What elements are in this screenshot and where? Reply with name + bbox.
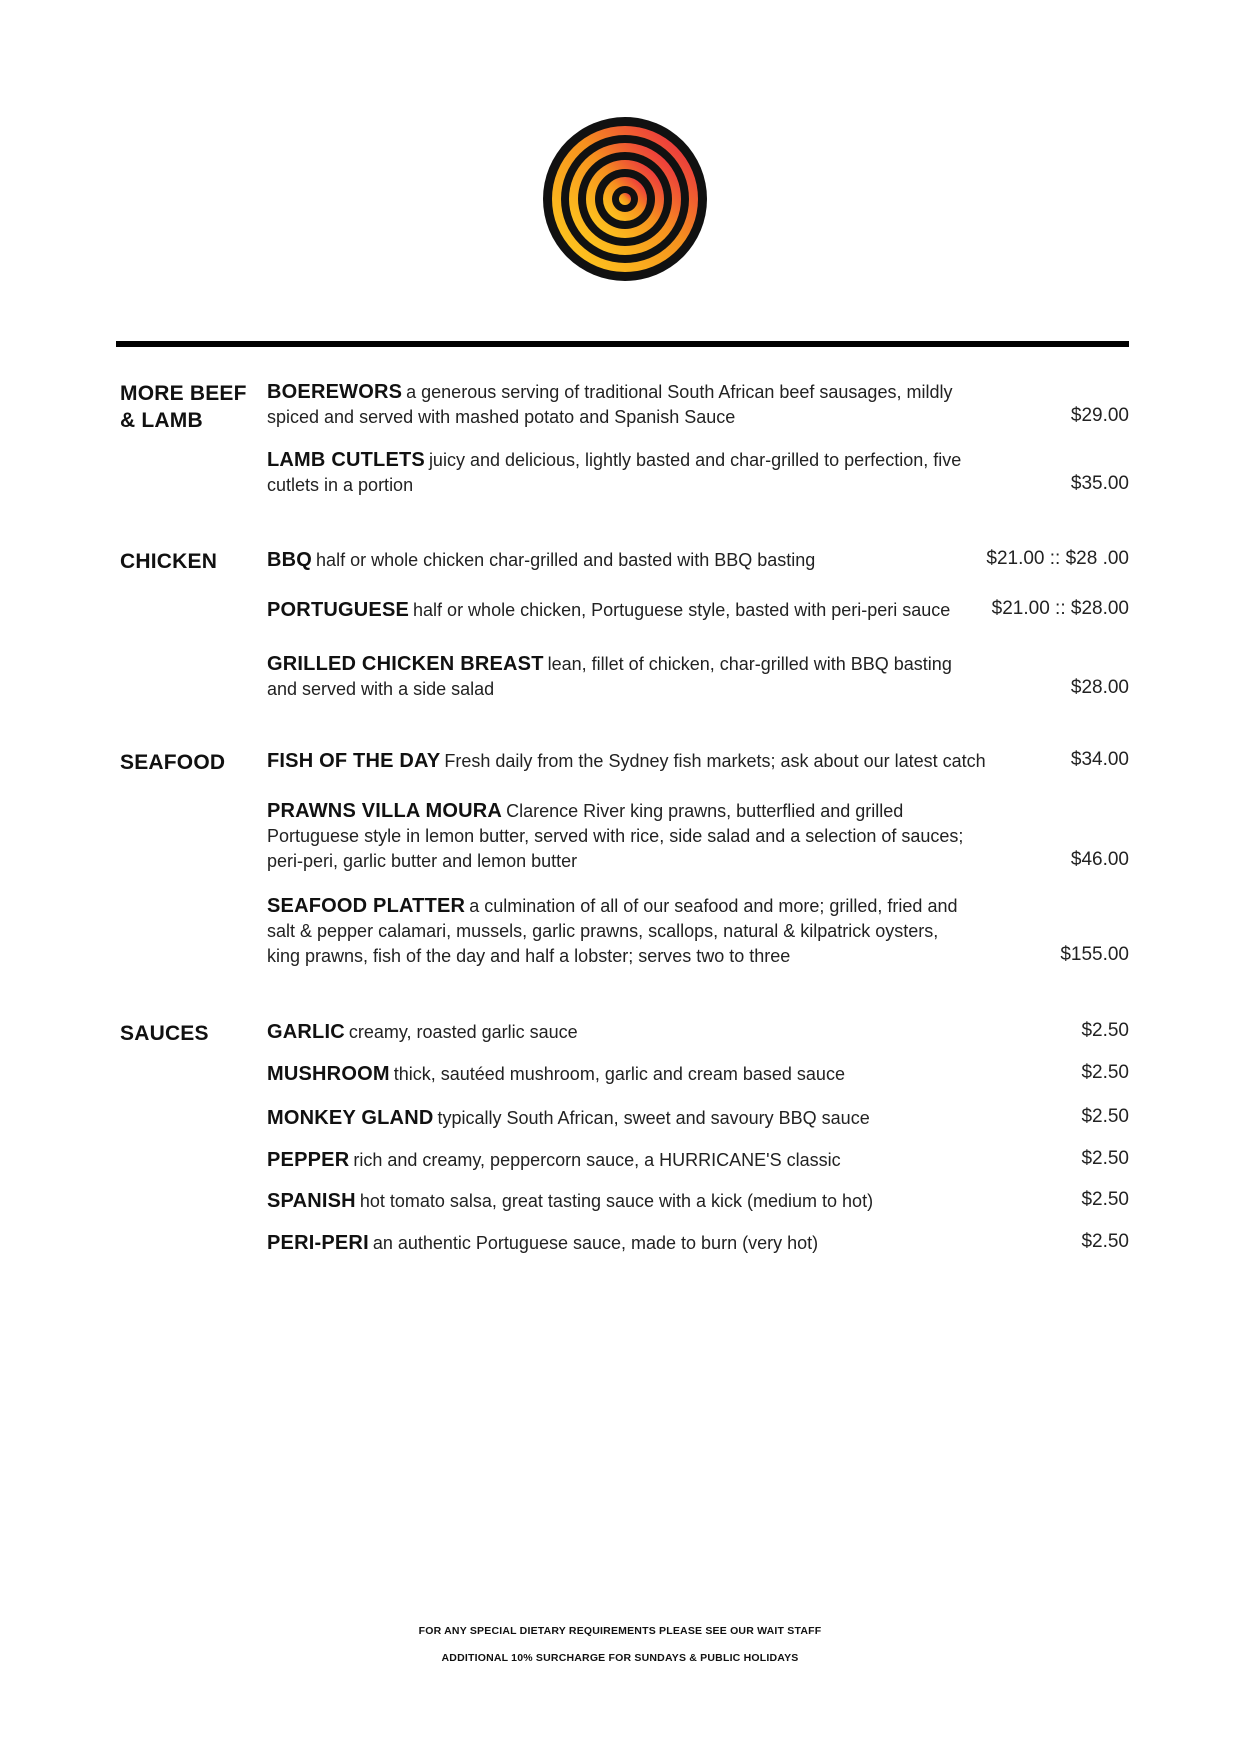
- item-price: $28.00: [1070, 677, 1129, 698]
- item-description: juicy and delicious, lightly basted and char-grilled to perfection, five cutlets in a portion: [267, 450, 962, 495]
- menu-item-boerewors: [267, 380, 1129, 430]
- item-description: Fresh daily from the Sydney fish markets; ask about our latest catch: [444, 751, 986, 771]
- item-price: $35.00: [1070, 473, 1129, 494]
- menu-item-portuguese: [267, 598, 1129, 623]
- section-label: CHICKEN: [120, 550, 218, 573]
- item-price: $34.00: [1070, 749, 1129, 770]
- menu-item-mushroom: [267, 1062, 1129, 1087]
- item-name: GRILLED CHICKEN BREAST: [267, 653, 544, 675]
- item-name: MUSHROOM: [267, 1063, 390, 1085]
- item-name: PRAWNS VILLA MOURA: [267, 800, 503, 822]
- item-price: $29.00: [1070, 405, 1129, 426]
- item-price: $2.50: [1081, 1062, 1129, 1083]
- item-name: BOEREWORS: [267, 381, 403, 403]
- menu-item-pepper: [267, 1148, 1129, 1173]
- item-price: $2.50: [1081, 1231, 1129, 1252]
- menu-item-seafood-platter: [267, 894, 1129, 969]
- item-description: an authentic Portuguese sauce, made to burn (very hot): [372, 1233, 819, 1253]
- section-label: SAUCES: [120, 1022, 209, 1045]
- item-price: $2.50: [1081, 1020, 1129, 1041]
- item-price: $2.50: [1081, 1189, 1129, 1210]
- header-divider: [116, 341, 1129, 347]
- footer-surcharge-note: ADDITIONAL 10% SURCHARGE FOR SUNDAYS & PUBLIC HOLIDAYS: [441, 1652, 799, 1664]
- footer-dietary-note: FOR ANY SPECIAL DIETARY REQUIREMENTS PLEASE SEE OUR WAIT STAFF: [418, 1625, 822, 1637]
- item-description: a culmination of all of our seafood and more; grilled, fried and salt & pepper calamari, mussels, garlic prawns, scallops, natural & kilpatrick oysters, king prawns, fish of the day and half a lobster; serves two to three: [267, 896, 958, 966]
- item-name: SEAFOOD PLATTER: [267, 895, 466, 917]
- item-description: half or whole chicken char-grilled and basted with BBQ basting: [316, 550, 816, 570]
- menu-item-monkey-gland: [267, 1106, 1129, 1131]
- item-price: $21.00 :: $28 .00: [986, 548, 1129, 569]
- section-label: SEAFOOD: [120, 751, 226, 774]
- item-description: a generous serving of traditional South African beef sausages, mildly spiced and served with mashed potato and Spanish Sauce: [267, 382, 953, 427]
- menu-item-grilled-chicken-breast: [267, 652, 1129, 702]
- item-name: BBQ: [267, 549, 313, 571]
- menu-item-garlic: [267, 1020, 1129, 1045]
- item-price: $2.50: [1081, 1148, 1129, 1169]
- item-description: rich and creamy, peppercorn sauce, a HURRICANE'S classic: [353, 1150, 841, 1170]
- item-description: typically South African, sweet and savoury BBQ sauce: [437, 1108, 870, 1128]
- item-price: $21.00 :: $28.00: [991, 598, 1129, 619]
- menu-item-fish-of-the-day: [267, 749, 1129, 774]
- section-label: MORE BEEF & LAMB: [120, 382, 247, 432]
- menu-item-spanish: [267, 1189, 1129, 1214]
- item-name: MONKEY GLAND: [267, 1107, 434, 1129]
- item-description: lean, fillet of chicken, char-grilled with BBQ basting and served with a side salad: [267, 654, 952, 699]
- menu-item-prawns-villa-moura: [267, 799, 1129, 874]
- spiral-logo-icon: [536, 112, 714, 286]
- item-description: half or whole chicken, Portuguese style, basted with peri-peri sauce: [413, 600, 951, 620]
- item-name: GARLIC: [267, 1021, 345, 1043]
- menu-item-peri-peri: [267, 1231, 1129, 1256]
- item-price: $155.00: [1060, 944, 1129, 965]
- item-name: PORTUGUESE: [267, 599, 410, 621]
- menu-item-lamb-cutlets: [267, 448, 1129, 498]
- item-description: hot tomato salsa, great tasting sauce with a kick (medium to hot): [359, 1191, 874, 1211]
- item-price: $46.00: [1070, 849, 1129, 870]
- item-name: PEPPER: [267, 1149, 350, 1171]
- item-name: LAMB CUTLETS: [267, 449, 425, 471]
- item-description: Clarence River king prawns, butterflied and grilled Portuguese style in lemon butter, served with rice, side salad and a selection of sauces; peri-peri, garlic butter and lemon butter: [267, 801, 964, 871]
- item-description: creamy, roasted garlic sauce: [348, 1022, 578, 1042]
- item-name: PERI-PERI: [267, 1232, 369, 1254]
- menu-item-bbq: [267, 548, 1129, 573]
- item-name: FISH OF THE DAY: [267, 750, 441, 772]
- item-name: SPANISH: [267, 1190, 356, 1212]
- item-description: thick, sautéed mushroom, garlic and cream based sauce: [393, 1064, 845, 1084]
- item-price: $2.50: [1081, 1106, 1129, 1127]
